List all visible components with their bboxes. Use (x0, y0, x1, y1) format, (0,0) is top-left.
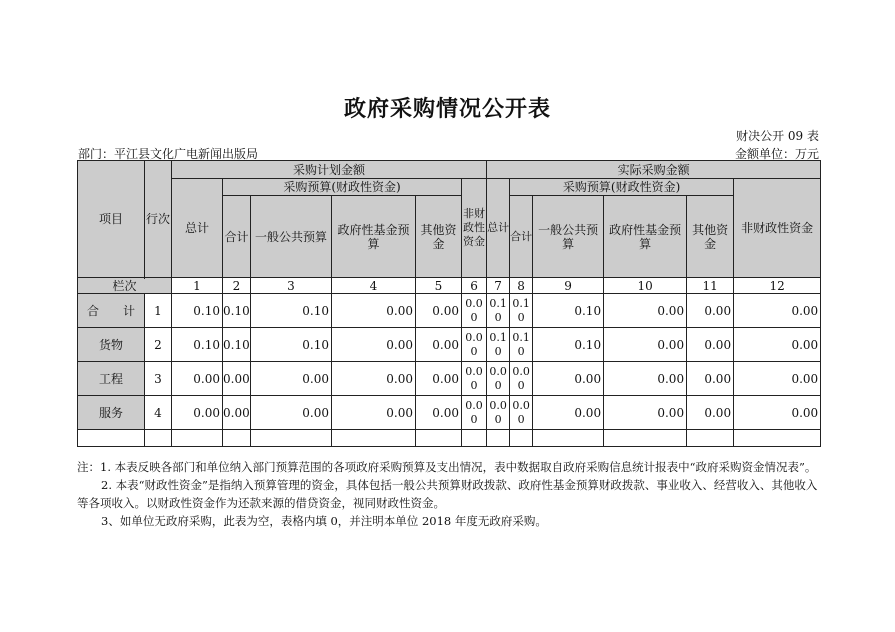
note-3: 3、如单位无政府采购，此表为空，表格内填 0，并注明本单位 2018 年度无政府采购。 (101, 514, 547, 528)
value-cell: 0.00 (687, 328, 734, 362)
value-cell: 0.00 (332, 294, 416, 328)
value-cell: 0.10 (510, 328, 533, 362)
header-row-no: 行次 (145, 161, 172, 278)
value-cell: 0.00 (332, 328, 416, 362)
row-number: 4 (145, 396, 172, 430)
col-number: 2 (223, 278, 251, 294)
header-actual-other: 其他资金 (687, 196, 734, 278)
amount-unit-label: 金额单位：万元 (734, 147, 819, 161)
value-cell: 0.00 (416, 362, 462, 396)
value-cell: 0.10 (223, 328, 251, 362)
header-actual-amount: 实际采购金额 (487, 161, 821, 179)
col-number: 11 (687, 278, 734, 294)
value-cell: 0.00 (416, 294, 462, 328)
value-cell: 0.00 (687, 294, 734, 328)
row-name: 货物 (78, 328, 145, 362)
value-cell: 0.10 (533, 328, 604, 362)
row-name: 服务 (78, 396, 145, 430)
value-cell: 0.00 (251, 396, 332, 430)
col-number: 10 (604, 278, 687, 294)
header-plan-general: 一般公共预算 (251, 196, 332, 278)
notes (77, 458, 822, 530)
value-cell: 0.00 (223, 396, 251, 430)
value-cell: 0.00 (223, 362, 251, 396)
row-number: 2 (145, 328, 172, 362)
value-cell: 0.00 (604, 294, 687, 328)
value-cell: 0.00 (533, 362, 604, 396)
value-cell: 0.00 (604, 328, 687, 362)
header-plan-budget: 采购预算(财政性资金) (223, 179, 462, 196)
row-number: 1 (145, 294, 172, 328)
value-cell: 0.00 (416, 396, 462, 430)
header-actual-nonfiscal: 非财政性资金 (734, 179, 821, 278)
value-cell: 0.00 (462, 396, 487, 430)
header-actual-budget: 采购预算(财政性资金) (510, 179, 734, 196)
value-cell: 0.00 (251, 362, 332, 396)
header-item: 项目 (78, 161, 145, 278)
value-cell: 0.00 (172, 396, 223, 430)
col-number: 4 (332, 278, 416, 294)
value-cell: 0.00 (487, 362, 510, 396)
value-cell: 0.00 (332, 396, 416, 430)
column-number-row (78, 278, 821, 294)
value-cell: 0.00 (687, 362, 734, 396)
value-cell: 0.00 (416, 328, 462, 362)
header-plan-total: 总计 (172, 179, 223, 278)
value-cell: 0.00 (533, 396, 604, 430)
header-actual-general: 一般公共预算 (533, 196, 604, 278)
header-plan-fund: 政府性基金预算 (332, 196, 416, 278)
value-cell: 0.00 (734, 396, 821, 430)
value-cell: 0.00 (487, 396, 510, 430)
column-label: 栏次 (78, 278, 172, 294)
value-cell: 0.10 (223, 294, 251, 328)
col-number: 6 (462, 278, 487, 294)
col-number: 8 (510, 278, 533, 294)
page-title: 政府采购情况公开表 (343, 96, 551, 122)
table-row (78, 328, 821, 362)
value-cell: 0.00 (604, 396, 687, 430)
value-cell: 0.10 (533, 294, 604, 328)
value-cell: 0.10 (487, 294, 510, 328)
header-plan-amount: 采购计划金额 (172, 161, 487, 179)
value-cell: 0.00 (687, 396, 734, 430)
header-actual-total: 总计 (487, 179, 510, 278)
value-cell: 0.00 (462, 362, 487, 396)
value-cell: 0.10 (251, 294, 332, 328)
header-plan-other: 其他资金 (416, 196, 462, 278)
col-number: 7 (487, 278, 510, 294)
value-cell: 0.00 (510, 396, 533, 430)
value-cell: 0.00 (734, 328, 821, 362)
blank-row (78, 430, 821, 447)
value-cell: 0.00 (604, 362, 687, 396)
value-cell: 0.10 (172, 328, 223, 362)
value-cell: 0.00 (462, 328, 487, 362)
header-actual-subtotal: 合计 (510, 196, 533, 278)
procurement-table (77, 160, 821, 447)
table-row (78, 396, 821, 430)
table-row (78, 362, 821, 396)
table-row (78, 294, 821, 328)
header-actual-fund: 政府性基金预算 (604, 196, 687, 278)
note-1: 注：1. 本表反映各部门和单位纳入部门预算范围的各项政府采购预算及支出情况，表中数据取自政府采购信息统计报表中“政府采购资金情况表”。 (77, 460, 817, 474)
col-number: 3 (251, 278, 332, 294)
row-name: 合 计 (78, 294, 145, 328)
value-cell: 0.00 (332, 362, 416, 396)
row-name: 工程 (78, 362, 145, 396)
value-cell: 0.00 (734, 362, 821, 396)
header-plan-subtotal: 合计 (223, 196, 251, 278)
note-2: 2. 本表“财政性资金”是指纳入预算管理的资金，具体包括一般公共预算财政拨款、政府性基金预算财政拨款、事业收入、经营收入、其他收入等各项收入。以财政性资金作为还款来源的借贷资金，视同财政性资金。 (77, 478, 818, 510)
col-number: 5 (416, 278, 462, 294)
header-plan-nonfiscal: 非财政性资金 (462, 179, 487, 278)
col-number: 9 (533, 278, 604, 294)
value-cell: 0.00 (172, 362, 223, 396)
value-cell: 0.10 (510, 294, 533, 328)
value-cell: 0.10 (172, 294, 223, 328)
value-cell: 0.10 (251, 328, 332, 362)
value-cell: 0.00 (734, 294, 821, 328)
value-cell: 0.00 (510, 362, 533, 396)
col-number: 12 (734, 278, 821, 294)
department-label: 部门：平江县文化广电新闻出版局 (78, 147, 259, 161)
col-number: 1 (172, 278, 223, 294)
value-cell: 0.00 (462, 294, 487, 328)
value-cell: 0.10 (487, 328, 510, 362)
row-number: 3 (145, 362, 172, 396)
form-number: 财决公开 09 表 (736, 129, 819, 143)
